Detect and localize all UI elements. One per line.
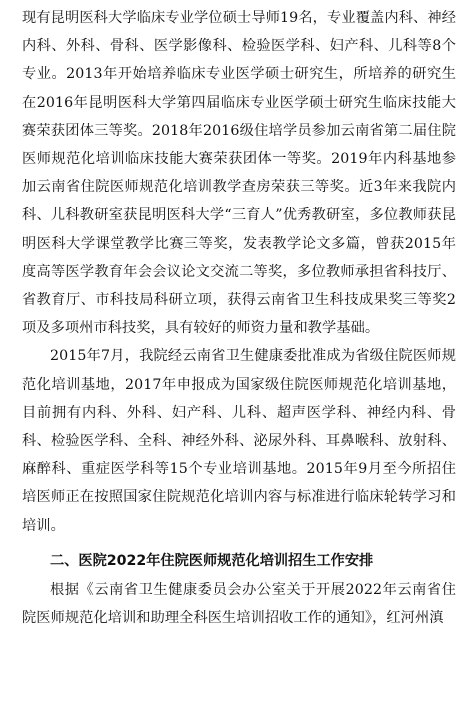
paragraph-training-base: 2015年7月，我院经云南省卫生健康委批准成为省级住院医师规范化培训基地，2017年申报成为国家级住院医师规范化培训基地，目前拥有内科、外科、妇产科、儿科、超声医学科、神经内科、骨科、检验医学科、全科、神经外科、泌尿外科、耳鼻喉科、放射科、麻醉科、重症医学科等15个专业培训基地。2015年9月至今所招住培医师正在按照国家住院规范化培训内容与标准进行临床轮转学习和培训。 <box>22 348 456 534</box>
paragraph-teaching-achievements: 现有昆明医科大学临床专业学位硕士导师19名，专业覆盖内科、神经内科、外科、骨科、医学影像科、检验医学科、妇产科、儿科等8个专业。2013年开始培养临床专业医学硕士研究生，所培养的研究生在2016年昆明医科大学第四届临床专业医学硕士研究生临床技能大赛荣获团体三等奖。2018年2016级住培学员参加云南省第二届住院医师规范化培训临床技能大赛荣获团体一等奖。2019年内科基地参加云南省住院医师规范化培训教学查房荣获三等奖。近3年来我院内科、儿科教研室获昆明医科大学“三育人”优秀教研室，多位教师获昆明医科大学课堂教学比赛三等奖，发表教学论文多篇，曾获2015年度高等医学教育年会会议论文交流二等奖，多位教师承担省科技厅、省教育厅、市科技局科研立项，获得云南省卫生科技成果奖三等奖2项及多项州市科技奖，具有较好的师资力量和教学基础。 <box>22 10 456 337</box>
paragraph-notice: 根据《云南省卫生健康委员会办公室关于开展2022年云南省住院医师规范化培训和助理全科医生培训招收工作的通知》，红河州滇 <box>22 581 456 627</box>
section-heading: 二、医院2022年住院医师规范化培训招生工作安排 <box>50 552 374 569</box>
